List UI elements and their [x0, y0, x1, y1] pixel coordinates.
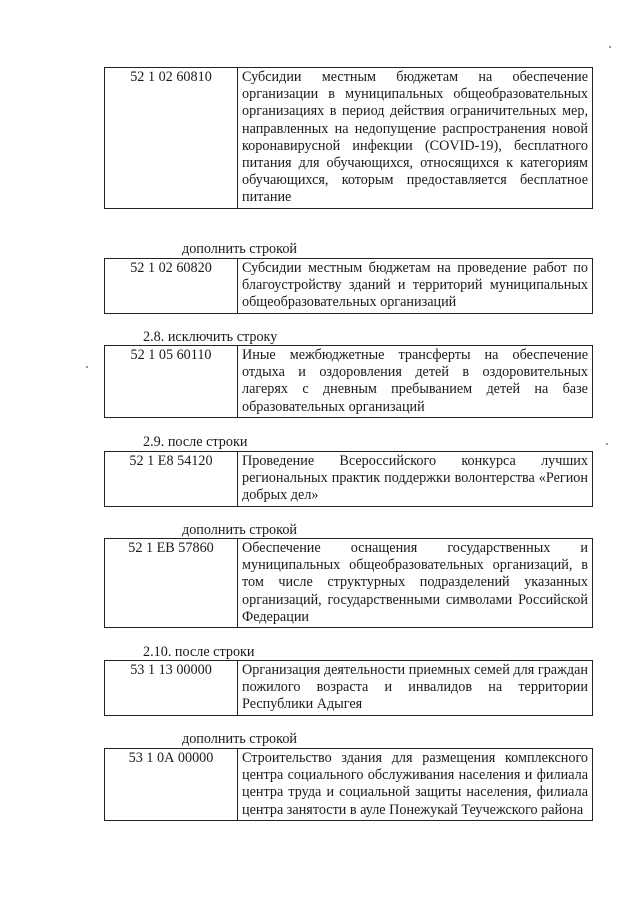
instruction-item-2-10: 2.10. после строки — [143, 644, 255, 660]
budget-table-row — [104, 748, 593, 821]
scan-speck — [606, 443, 608, 445]
budget-description-cell: Субсидии местным бюджетам на проведение работ по благоустройству зданий и территорий муниципальных общеобразовательных организаций — [238, 259, 593, 314]
budget-table-row — [104, 538, 593, 628]
budget-code-cell: 52 1 ЕВ 57860 — [105, 539, 238, 628]
instruction-add-row: дополнить строкой — [182, 241, 298, 257]
instruction-item-2-8: 2.8. исключить строку — [143, 329, 278, 345]
budget-description-cell: Строительство здания для размещения комплексного центра социального обслуживания населения и филиала центра труда и социальной защиты населения, филиала центра занятости в ауле Понежукай Теучежского района — [238, 749, 593, 821]
budget-code-cell: 53 1 0А 00000 — [105, 749, 238, 821]
budget-table-row — [104, 451, 593, 507]
budget-code-cell: 52 1 Е8 54120 — [105, 452, 238, 507]
budget-code-cell: 52 1 05 60110 — [105, 346, 238, 418]
instruction-add-row: дополнить строкой — [182, 731, 298, 747]
budget-table-row — [104, 660, 593, 716]
budget-description-cell: Субсидии местным бюджетам на обеспечение организации в муниципальных общеобразовательных организациях в период действия ограничительных мер, направленных на недопущение распространения новой коронавирусной инфекции (COVID-19), бесплатного питания для обучающихся, относящихся к категориям обучающихся, которым предоставляется бесплатное питание — [238, 68, 593, 209]
instruction-item-2-9: 2.9. после строки — [143, 434, 248, 450]
instruction-add-row: дополнить строкой — [182, 522, 298, 538]
budget-table-row — [104, 345, 593, 418]
scan-speck — [86, 366, 88, 368]
budget-table-row — [104, 258, 593, 314]
budget-description-cell: Проведение Всероссийского конкурса лучших региональных практик поддержки волонтерства «Регион добрых дел» — [238, 452, 593, 507]
scan-speck — [609, 46, 611, 48]
budget-table-row — [104, 67, 593, 209]
budget-description-cell: Обеспечение оснащения государственных и муниципальных общеобразовательных организаций, в том числе структурных подразделений указанных организаций, государственными символами Российской Федерации — [238, 539, 593, 628]
budget-description-cell: Организация деятельности приемных семей для граждан пожилого возраста и инвалидов на территории Республики Адыгея — [238, 661, 593, 716]
budget-code-cell: 52 1 02 60820 — [105, 259, 238, 314]
budget-description-cell: Иные межбюджетные трансферты на обеспечение отдыха и оздоровления детей в оздоровительных лагерях с дневным пребыванием детей на базе образовательных организаций — [238, 346, 593, 418]
budget-code-cell: 53 1 13 00000 — [105, 661, 238, 716]
budget-code-cell: 52 1 02 60810 — [105, 68, 238, 209]
